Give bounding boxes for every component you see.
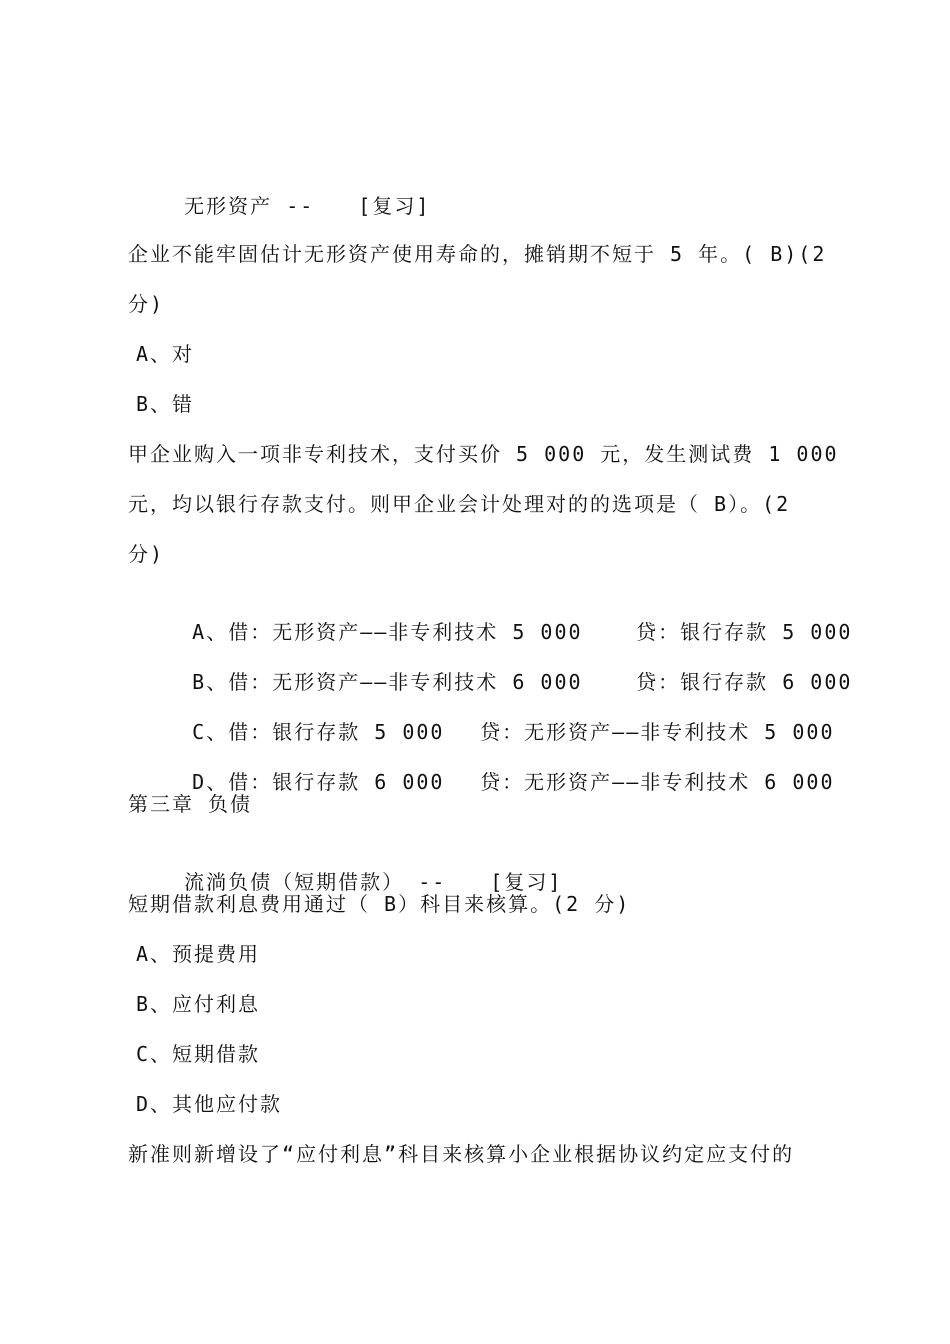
credit-entry: 贷：无形资产——非专利技术 5 000 <box>480 720 835 744</box>
question-text-continued: 分) <box>128 542 165 566</box>
credit-entry: 贷：无形资产——非专利技术 6 000 <box>480 770 835 794</box>
review-tag: [复习] <box>358 194 431 218</box>
chapter-heading: 第三章 负债 <box>128 792 253 816</box>
section-title: 流淌负债（短期借款） -- <box>184 870 447 894</box>
question-text-continued: 元，均以银行存款支付。则甲企业会计处理对的的选项是（ B）。(2 <box>128 492 791 516</box>
question-text: 甲企业购入一项非专利技术，支付买价 5 000 元，发生测试费 1 000 <box>128 442 839 466</box>
review-tag: [复习] <box>490 870 563 894</box>
answer-option-b: B、错 <box>136 392 195 416</box>
debit-entry: A、借：无形资产——非专利技术 5 000 <box>192 620 583 644</box>
credit-entry: 贷：银行存款 6 000 <box>636 670 853 694</box>
answer-option-d: D、其他应付款 <box>136 1092 283 1116</box>
explanation-text: 新准则新增设了“应付利息”科目来核算小企业根据协议约定应支付的 <box>128 1142 795 1166</box>
debit-entry: D、借：银行存款 6 000 <box>192 770 445 794</box>
question-text-continued: 分) <box>128 292 165 316</box>
answer-option-b: B、应付利息 <box>136 992 261 1016</box>
answer-option-a: A、对 <box>136 342 195 366</box>
section-title: 无形资产 -- <box>184 194 315 218</box>
credit-entry: 贷：银行存款 5 000 <box>636 620 853 644</box>
section-heading-intangible-assets <box>128 164 430 248</box>
debit-entry: B、借：无形资产——非专利技术 6 000 <box>192 670 583 694</box>
question-text: 短期借款利息费用通过（ B）科目来核算。(2 分) <box>128 892 631 916</box>
debit-entry: C、借：银行存款 5 000 <box>192 720 445 744</box>
question-text: 企业不能牢固估计无形资产使用寿命的，摊销期不短于 5 年。( B)(2 <box>128 242 827 266</box>
answer-option-c: C、短期借款 <box>136 1042 261 1066</box>
answer-option-a: A、预提费用 <box>136 942 261 966</box>
